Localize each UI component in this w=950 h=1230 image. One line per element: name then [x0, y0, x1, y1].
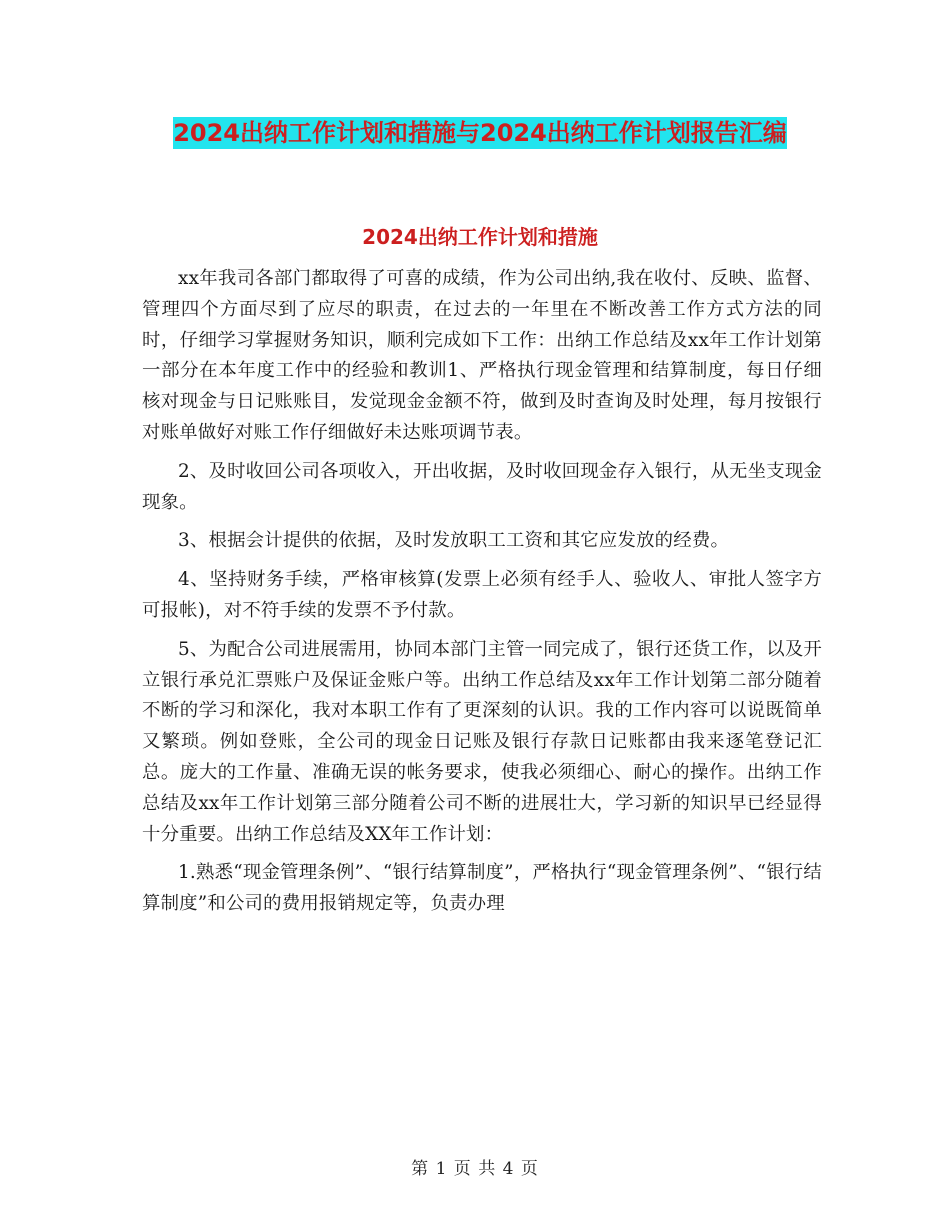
paragraph: 4、坚持财务手续，严格审核算(发票上必须有经手人、验收人、审批人签字方可报帐)，对不符手续的发票不予付款。	[142, 569, 822, 621]
document-title	[140, 112, 820, 154]
document-body	[142, 264, 822, 928]
paragraph: 2、及时收回公司各项收入，开出收据，及时收回现金存入银行，从无坐支现金现象。	[142, 460, 822, 513]
paragraph: 5、为配合公司进展需用，协同本部门主管一同完成了，银行还货工作，以及开立银行承兑汇票账户及保证金账户等。出纳工作总结及xx年工作计划第二部分随着不断的学习和深化，我对本职工作有了更深刻的认识。我的工作内容可以说既简单又繁琐。例如登账，全公司的现金日记账及银行存款日记账都由我来逐笔登记汇总。庞大的工作量、准确无误的帐务要求，使我必须细心、耐心的操作。出纳工作总结及xx年工作计划第三部分随着公司不断的进展壮大，学习新的知识早已经显得十分重要。出纳工作总结及XX年工作计划：	[142, 638, 822, 845]
document-title-text: 2024出纳工作计划和措施与2024出纳工作计划报告汇编	[173, 119, 787, 147]
paragraph: 1.熟悉“现金管理条例”、“银行结算制度”，严格执行“现金管理条例”、“银行结算制度”和公司的费用报销规定等，负责办理	[142, 862, 822, 915]
section-title: 2024出纳工作计划和措施	[362, 225, 598, 249]
paragraph: xx年我司各部门都取得了可喜的成绩，作为公司出纳,我在收付、反映、监督、管理四个方面尽到了应尽的职责，在过去的一年里在不断改善工作方式方法的同时，仔细学习掌握财务知识，顺利完成如下工作：出纳工作总结及xx年工作计划第一部分在本年度工作中的经验和教训1、严格执行现金管理和结算制度，每日仔细核对现金与日记账账目，发觉现金金额不符，做到及时查询及时处理，每月按银行对账单做好对账工作仔细做好未达账项调节表。	[142, 268, 822, 443]
page-number-footer: 第 1 页 共 4 页	[411, 1159, 539, 1179]
paragraph: 3、根据会计提供的依据，及时发放职工工资和其它应发放的经费。	[178, 530, 730, 552]
